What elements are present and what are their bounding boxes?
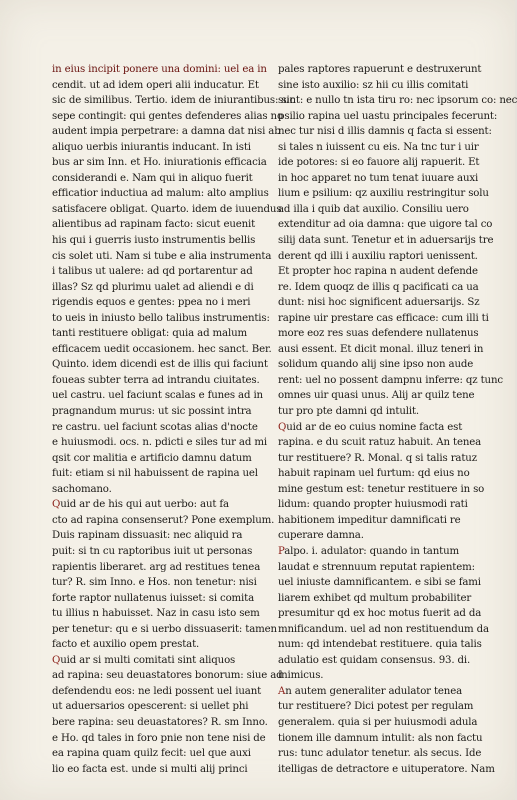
- text-line: foueas subter terra ad intrandu ciuitates.: [52, 374, 260, 386]
- text-line: illas? Sz qd plurimu ualet ad aliendi e di: [52, 281, 254, 293]
- text-line: re castru. uel faciunt scotas alias d'nocte: [52, 421, 258, 433]
- text-line: dunt: nisi hoc significent aduersarijs. Sz: [278, 297, 480, 309]
- text-line: Quinto. idem dicendi est de illis qui faciunt: [52, 359, 268, 371]
- text-line: re. Idem quoqz de illis q pacificati ca ua: [278, 281, 479, 293]
- text-line: cis solet uti. Nam si tube e alia instrumenta: [52, 250, 272, 262]
- text-line: lio eo facta est. unde si multi alij princi: [52, 763, 248, 775]
- text-line: per tenetur: qu e si uerbo dissuaserit: tamen: [52, 623, 277, 635]
- text-line: tur restituere? Dici potest per regulam: [278, 701, 474, 713]
- text-line: rapientis liberaret. arg ad restitues tenea: [52, 561, 261, 573]
- text-line: bere rapina: seu deuastatores? R. sm Inno.: [52, 716, 268, 728]
- text-line: nec tur nisi d illis damnis q facta si essent:: [278, 126, 492, 138]
- text-line: in hoc apparet no tum tenat iuuare auxi: [278, 172, 479, 184]
- text-line: efficacem uedit occasionem. hec sanct. Ber.: [52, 343, 272, 355]
- text-line: habuit rapinam uel furtum: qd eius no: [278, 468, 470, 480]
- text-line: lium e psilium: qz auxiliu restringitur solu: [278, 188, 489, 200]
- text-line: adulatio est quidam consensus. 93. di.: [278, 654, 471, 666]
- text-line: mnificandum. uel ad non restituendum da: [278, 623, 489, 635]
- text-line: generalem. quia si per huiusmodi adula: [278, 716, 478, 728]
- text-line: defendendu eos: ne ledi possent uel iuant: [52, 685, 262, 697]
- text-line: his qui i guerris iusto instrumentis bellis: [52, 235, 256, 247]
- text-line: rus: tunc adulator tenetur. als secus. Ide: [278, 748, 482, 760]
- text-line: e huiusmodi. ocs. n. pdicti e siles tur ad mi: [52, 437, 267, 449]
- text-line: silij data sunt. Tenetur et in aduersarijs tre: [278, 235, 494, 247]
- text-line: Duis rapinam dissuasit: nec aliquid ra: [52, 530, 243, 542]
- text-line: itelligas de detractore e uituperatore. Nam: [278, 763, 495, 775]
- text-line: Quid ar de his qui aut uerbo: aut fa: [52, 499, 229, 511]
- text-line: i talibus ut ualere: ad qd portarentur ad: [52, 266, 253, 278]
- text-line: bus ar sim Inn. et Ho. iniurationis efficacia: [52, 157, 267, 169]
- text-line: uel castru. uel faciunt scalas e funes ad in: [52, 390, 263, 402]
- text-line: si tales n iuissent cu eis. Na tnc tur i uir: [278, 141, 479, 153]
- text-line: sachomano.: [52, 483, 112, 495]
- text-line: psilio rapina uel uastu principales fecerunt:: [278, 110, 498, 122]
- text-line: cuperare damna.: [278, 530, 364, 542]
- text-line: sine isto auxilio: sz hii cu illis comitati: [278, 79, 469, 91]
- text-line: tu illius n habuisset. Naz in casu isto sem: [52, 608, 260, 620]
- text-line: tur restituere? R. Monal. q si talis ratuz: [278, 452, 477, 464]
- text-line: ausi essent. Et dicit monal. illuz teneri in: [278, 343, 484, 355]
- text-line: audent impia perpetrare: a damna dat nisi ab: [52, 126, 281, 138]
- text-line: Palpo. i. adulator: quando in tantum: [278, 545, 459, 557]
- text-line: e Ho. qd tales in foro pnie non tene nisi de: [52, 732, 266, 744]
- text-line: inimicus.: [278, 670, 324, 682]
- text-line: mine gestum est: tenetur restituere in so: [278, 483, 485, 495]
- text-line: rapine uir prestare cas efficace: cum illi ti: [278, 312, 489, 324]
- text-line: in eius incipit ponere una domini: uel ea in: [52, 64, 267, 75]
- text-line: satisfacere obligat. Quarto. idem de iuuendus: [52, 203, 282, 215]
- text-line: pragnandum murus: ut sic possint intra: [52, 406, 252, 418]
- left-text-column: [52, 62, 296, 777]
- text-line: ad rapina: seu deuastatores bonorum: siue ad: [52, 670, 283, 682]
- text-line: tanti restituere obligat: quia ad malum: [52, 328, 248, 340]
- text-line: sunt: e nullo tn ista tiru ro: nec ipsorum co: nec: [278, 95, 517, 107]
- text-line: qsit cor malitia e artificio damnu datum: [52, 452, 252, 464]
- text-line: omnes uir quasi unus. Alij ar quilz tene: [278, 390, 475, 402]
- text-line: pales raptores rapuerunt e destruxerunt: [278, 64, 482, 75]
- text-line: laudat e strennuum reputat rapientem:: [278, 561, 475, 573]
- text-line: solidum quando alij sine ipso non aude: [278, 359, 474, 371]
- text-line: derent qd illi i auxiliu raptori uenissent.: [278, 250, 478, 262]
- text-line: sic de similibus. Tertio. idem de iniurantibus: sic: [52, 95, 296, 107]
- text-line: to ueis in iniusto bello talibus instrumentis:: [52, 312, 270, 324]
- text-line: uel iniuste damnificantem. e sibi se fami: [278, 577, 481, 589]
- text-line: rent: uel no possent dampnu inferre: qz tunc: [278, 374, 503, 386]
- text-line: more eoz res suas defendere nullatenus: [278, 328, 479, 340]
- text-line: cendit. ut ad idem operi alii inducatur. Et: [52, 79, 259, 91]
- text-line: tur pro pte damni qd intulit.: [278, 406, 419, 418]
- text-line: num: qd intendebat restituere. quia talis: [278, 639, 482, 651]
- text-line: rigendis equos e gentes: ppea no i meri: [52, 297, 251, 309]
- text-line: presumitur qd ex hoc motus fuerit ad da: [278, 608, 482, 620]
- text-line: liarem exhibet qd multum probabiliter: [278, 592, 472, 604]
- text-line: tionem ille damnum intulit: als non factu: [278, 732, 483, 744]
- text-line: facto et auxilio opem prestat.: [52, 639, 200, 651]
- right-text-column: [278, 62, 517, 777]
- text-line: rapina. e du scuit ratuz habuit. An tenea: [278, 437, 482, 449]
- text-line: efficatior inductiua ad malum: alto amplius: [52, 188, 269, 200]
- text-line: Quid ar si multi comitati sint aliquos: [52, 654, 236, 666]
- text-line: ide potores: si eo fauore alij rapuerit. Et: [278, 157, 480, 169]
- text-line: fuit: etiam si nil habuissent de rapina uel: [52, 468, 258, 480]
- text-line: aliquo uerbis iniurantis inducant. In isti: [52, 141, 251, 153]
- text-line: puit: si tn cu raptoribus iuit ut personas: [52, 545, 253, 557]
- text-line: ad illa i quib dat auxilio. Consiliu uero: [278, 203, 469, 215]
- text-line: lidum: quando propter huiusmodi rati: [278, 499, 468, 511]
- text-line: ut aduersarios opescerent: si uellet phi: [52, 701, 249, 713]
- text-line: habitionem impeditur damnificati re: [278, 514, 461, 526]
- text-line: forte raptor nullatenus iuisset: si comita: [52, 592, 255, 604]
- text-line: tur? R. sim Inno. e Hos. non tenetur: nisi: [52, 577, 257, 589]
- text-line: extenditur ad oia damna: que uigore tal co: [278, 219, 493, 231]
- text-line: considerandi e. Nam qui in aliquo fuerit: [52, 172, 253, 184]
- text-line: Et propter hoc rapina n audent defende: [278, 266, 478, 278]
- text-line: sepe contingit: qui gentes defenderes alias no: [52, 110, 283, 122]
- text-line: cto ad rapina consenserut? Pone exemplum.: [52, 514, 275, 526]
- text-line: alientibus ad rapinam facto: sicut euenit: [52, 219, 256, 231]
- text-line: Quid ar de eo cuius nomine facta est: [278, 421, 463, 433]
- text-line: An autem generaliter adulator tenea: [278, 685, 463, 697]
- text-line: ea rapina quam quilz fecit: uel que auxi: [52, 748, 251, 760]
